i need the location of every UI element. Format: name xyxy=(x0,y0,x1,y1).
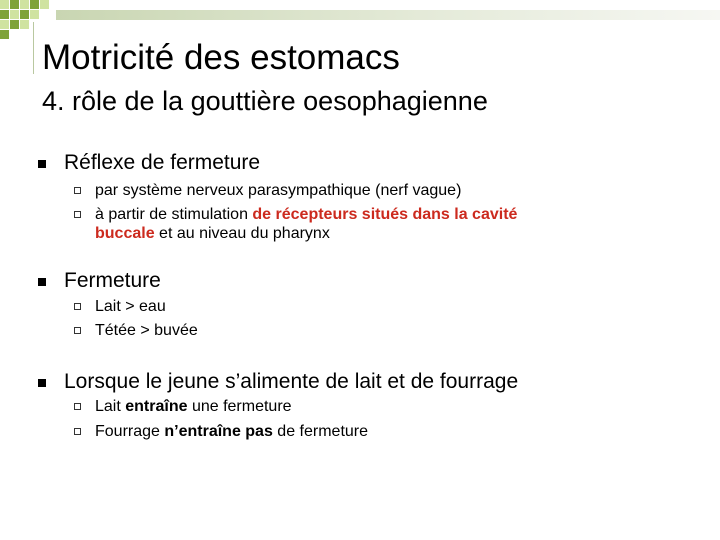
text-segment: une fermeture xyxy=(187,398,292,415)
sub-bullet-text xyxy=(95,422,368,442)
sub-bullet-text xyxy=(95,397,292,417)
bold-text: entraîne xyxy=(125,398,188,415)
bold-text: n’entraîne pas xyxy=(164,423,273,440)
hollow-square-icon xyxy=(74,327,81,334)
header-bar xyxy=(56,10,720,20)
title-rule xyxy=(33,22,34,74)
text-segment: et au niveau du pharynx xyxy=(154,225,330,242)
hollow-square-icon xyxy=(74,403,81,410)
text-segment: Fourrage xyxy=(95,423,165,440)
text-segment: de fermeture xyxy=(272,423,369,440)
hollow-square-icon xyxy=(74,211,81,218)
sub-bullet-text: Lait > eau xyxy=(95,298,166,315)
sub-bullet-text xyxy=(95,224,330,244)
highlighted-text: de récepteurs situés dans la cavité xyxy=(252,206,518,223)
sub-bullet-text xyxy=(95,205,517,225)
filled-square-icon xyxy=(38,379,46,387)
bullet-label: Réflexe de fermeture xyxy=(64,151,261,174)
sub-bullet-text: Tétée > buvée xyxy=(95,322,198,339)
highlighted-text: buccale xyxy=(95,225,155,242)
slide-title: Motricité des estomacs xyxy=(42,38,400,77)
bullet-label: Lorsque le jeune s’alimente de lait et de fourrage xyxy=(64,370,519,393)
slide-subtitle: 4. rôle de la gouttière oesophagienne xyxy=(42,86,488,116)
text-segment: Lait xyxy=(95,398,126,415)
filled-square-icon xyxy=(38,160,46,168)
bullet-label: Fermeture xyxy=(64,269,161,292)
hollow-square-icon xyxy=(74,187,81,194)
text-segment: à partir de stimulation xyxy=(95,206,253,223)
filled-square-icon xyxy=(38,278,46,286)
hollow-square-icon xyxy=(74,428,81,435)
sub-bullet-text: par système nerveux parasympathique (nerf vague) xyxy=(95,182,462,199)
hollow-square-icon xyxy=(74,303,81,310)
